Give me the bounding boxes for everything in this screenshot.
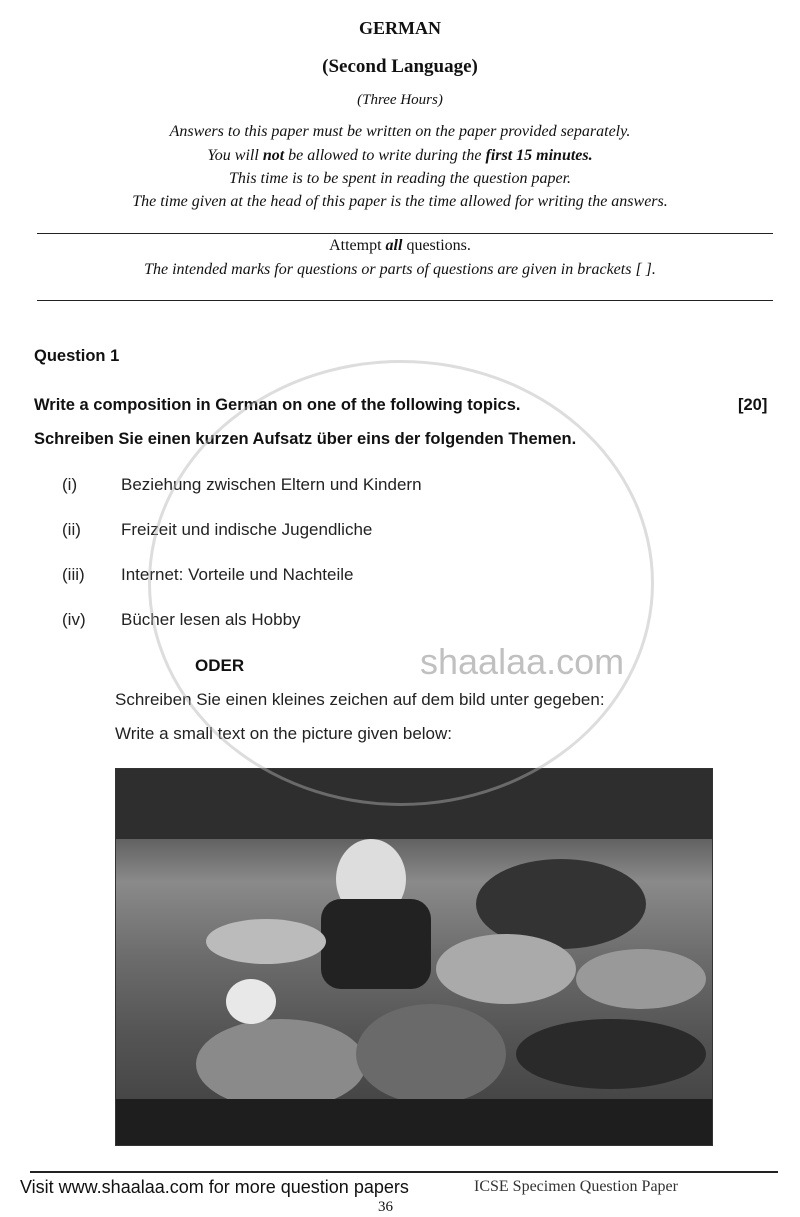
footer-divider <box>30 1171 778 1173</box>
footer-visit-link[interactable]: Visit www.shaalaa.com for more question papers <box>20 1177 409 1197</box>
divider <box>37 300 773 301</box>
subject-title: GERMAN <box>359 18 441 38</box>
topic-text: Beziehung zwischen Eltern und Kindern <box>121 475 422 494</box>
divider <box>37 233 773 234</box>
topic-text: Internet: Vorteile und Nachteile <box>121 565 354 584</box>
alternative-english: Write a small text on the picture given below: <box>115 724 453 743</box>
topic-number: (i) <box>62 475 78 494</box>
marks-note: The intended marks for questions or parts of questions are given in brackets [ ]. <box>144 261 656 278</box>
topic-number: (iv) <box>62 610 86 629</box>
instruction-4: The time given at the head of this paper is the time allowed for writing the answers. <box>132 193 668 210</box>
instruction-2: You will not be allowed to write during the first 15 minutes. <box>207 147 593 164</box>
topic-number: (iii) <box>62 565 85 584</box>
topic-number: (ii) <box>62 520 81 539</box>
topic-text: Bücher lesen als Hobby <box>121 610 301 629</box>
alternative-german: Schreiben Sie einen kleines zeichen auf dem bild unter gegeben: <box>115 690 605 709</box>
page-number: 36 <box>378 1199 393 1215</box>
topic-text: Freizeit und indische Jugendliche <box>121 520 373 539</box>
instruction-1: Answers to this paper must be written on the paper provided separately. <box>169 123 631 140</box>
duration: (Three Hours) <box>357 92 443 108</box>
subtitle: (Second Language) <box>322 56 478 77</box>
question-title: Question 1 <box>34 347 120 365</box>
marks: [20] <box>738 396 768 414</box>
footer-paper-title: ICSE Specimen Question Paper <box>474 1178 678 1195</box>
prompt-german: Schreiben Sie einen kurzen Aufsatz über eins der folgenden Themen. <box>34 430 577 448</box>
or-label: ODER <box>195 656 245 675</box>
instruction-3: This time is to be spent in reading the question paper. <box>228 170 572 187</box>
watermark-text: shaalaa.com <box>420 641 625 682</box>
prompt-english: Write a composition in German on one of the following topics. <box>34 396 521 414</box>
market-vegetable-stall-photo <box>115 768 713 1146</box>
attempt-note: Attempt all questions. <box>329 237 471 254</box>
